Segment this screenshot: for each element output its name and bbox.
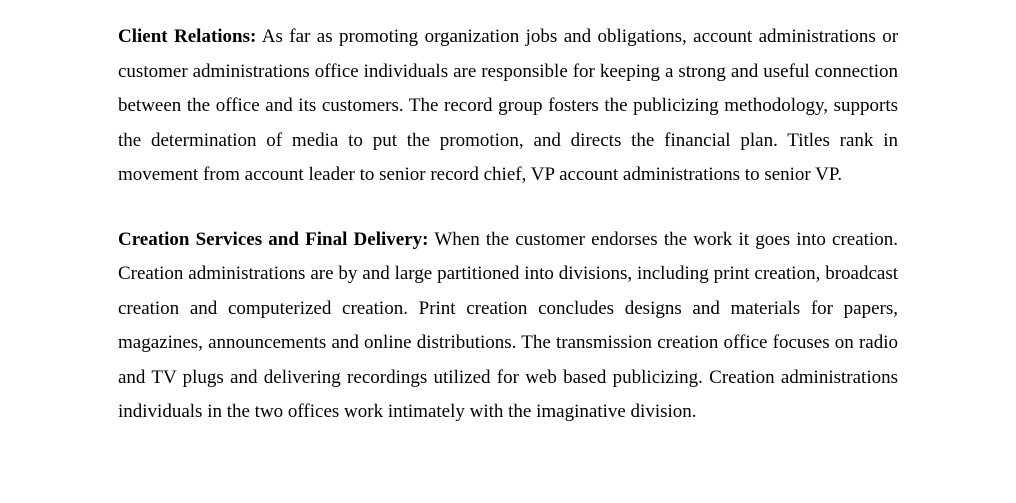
paragraph-client-relations: [118, 20, 898, 193]
paragraph-heading: Creation Services and Final Delivery:: [118, 228, 429, 250]
paragraph-creation-services: [118, 223, 898, 430]
paragraph-heading: Client Relations:: [118, 26, 257, 47]
paragraph-body: As far as promoting organization jobs and obligations, account administrations or customer administrations office individuals are responsible for keeping a strong and useful connection between the office and its customers. The record group fosters the publicizing methodology, supports the determination of media to put the promotion, and directs the financial plan. Titles rank in movement from account leader to senior record chief, VP account administrations to senior VP.: [118, 26, 899, 185]
paragraph-body: When the customer endorses the work it goes into creation. Creation administrations are by and large partitioned into divisions, including print creation, broadcast creation and computerized creation. Print creation concludes designs and materials for papers, magazines, announcements and online distributions. The transmission creation office focuses on radio and TV plugs and delivering recordings utilized for web based publicizing. Creation administrations individuals in the two offices work intimately with the imaginative division.: [118, 228, 898, 422]
document-page: [118, 20, 898, 430]
